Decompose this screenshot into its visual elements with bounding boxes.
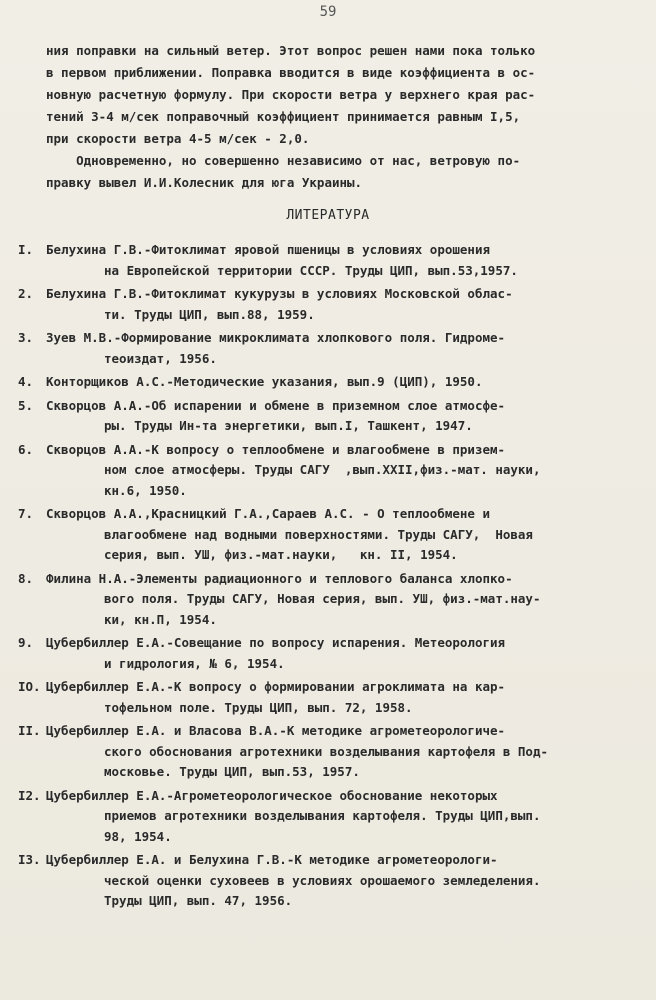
reference-line: ном слое атмосферы. Труды САГУ ,вып.XXII,физ.-мат. науки, bbox=[104, 462, 541, 477]
body-line: новную расчетную формулу. При скорости ветра у верхнего края рас- bbox=[46, 87, 536, 102]
reference-number: I3. bbox=[18, 852, 41, 867]
reference-line: ческой оценки суховеев в условиях орошаемого земледеления. bbox=[104, 872, 541, 888]
reference-number: II. bbox=[18, 723, 41, 738]
reference-line: ры. Труды Ин-та энергетики, вып.I, Ташкент, 1947. bbox=[104, 418, 473, 433]
reference-item bbox=[0, 850, 656, 912]
reference-item bbox=[0, 372, 656, 393]
reference-line: Конторщиков А.С.-Методические указания, вып.9 (ЦИП), 1950. bbox=[46, 374, 483, 389]
reference-list bbox=[0, 240, 656, 915]
body-line: при скорости ветра 4-5 м/сек - 2,0. bbox=[46, 131, 310, 146]
body-line: Одновременно, но совершенно независимо от нас, ветровую по- bbox=[46, 153, 521, 168]
reference-line: Цубербиллер Е.А.-К вопросу о формировании агроклимата на кар- bbox=[46, 679, 506, 694]
reference-item bbox=[0, 569, 656, 631]
reference-line: Зуев М.В.-Формирование микроклимата хлопкового поля. Гидроме- bbox=[46, 330, 506, 345]
reference-number: 4. bbox=[18, 374, 34, 389]
reference-item bbox=[0, 677, 656, 718]
reference-line: вого поля. Труды САГУ, Новая серия, вып. УШ, физ.-мат.нау- bbox=[104, 591, 541, 606]
reference-line: серия, вып. УШ, физ.-мат.науки, кн. II, 1954. bbox=[104, 547, 458, 562]
reference-number: 2. bbox=[18, 286, 34, 301]
reference-line: кн.6, 1950. bbox=[104, 482, 187, 498]
reference-number: IO. bbox=[18, 679, 41, 694]
reference-number: 5. bbox=[18, 397, 34, 413]
body-line: в первом приближении. Поправка вводится в виде коэффициента в ос- bbox=[46, 65, 536, 80]
reference-item bbox=[0, 440, 656, 502]
reference-line: Белухина Г.В.-Фитоклимат кукурузы в условиях Московской облас- bbox=[46, 286, 513, 301]
reference-item bbox=[0, 284, 656, 325]
reference-number: I. bbox=[18, 242, 34, 257]
reference-line: приемов агротехники возделывания картофеля. Труды ЦИП,вып. bbox=[104, 808, 541, 823]
reference-line: Скворцов А.А.-К вопросу о теплообмене и влагообмене в призем- bbox=[46, 441, 506, 457]
body-line: правку вывел И.И.Колесник для юга Украины. bbox=[46, 175, 363, 190]
reference-line: Труды ЦИП, вып. 47, 1956. bbox=[104, 893, 293, 908]
body-line: ния поправки на сильный ветер. Этот вопрос решен нами пока только bbox=[46, 43, 536, 58]
reference-line: влагообмене над водными поверхностями. Труды САГУ, Новая bbox=[104, 526, 533, 542]
reference-item bbox=[0, 633, 656, 674]
reference-line: Цубербиллер Е.А. и Белухина Г.В.-К методике агрометеорологи- bbox=[46, 852, 498, 867]
reference-line: 98, 1954. bbox=[104, 828, 172, 844]
reference-line: Скворцов А.А.,Красницкий Г.А.,Сараев А.С. - О теплообмене и bbox=[46, 506, 491, 521]
reference-item bbox=[0, 328, 656, 369]
reference-line: ского обоснования агротехники возделывания картофеля в Под- bbox=[104, 743, 549, 759]
reference-item bbox=[0, 504, 656, 566]
body-line: тений 3-4 м/сек поправочный коэффициент принимается равным I,5, bbox=[46, 109, 521, 124]
reference-line: Филина Н.А.-Элементы радиационного и теплового баланса хлопко- bbox=[46, 570, 513, 586]
reference-item bbox=[0, 721, 656, 783]
reference-number: 7. bbox=[18, 506, 34, 521]
reference-line: ки, кн.П, 1954. bbox=[104, 611, 217, 627]
reference-line: московье. Труды ЦИП, вып.53, 1957. bbox=[104, 764, 360, 779]
reference-line: Цубербиллер Е.А. и Власова В.А.-К методике агрометеорологиче- bbox=[46, 723, 506, 738]
reference-number: 8. bbox=[18, 570, 34, 586]
reference-line: теоиздат, 1956. bbox=[104, 350, 217, 366]
reference-line: Скворцов А.А.-Об испарении и обмене в приземном слое атмосфе- bbox=[46, 397, 506, 413]
reference-line: и гидрология, № 6, 1954. bbox=[104, 655, 285, 671]
reference-item bbox=[0, 240, 656, 281]
body-text bbox=[46, 40, 626, 194]
reference-number: 6. bbox=[18, 441, 34, 457]
page-number: 59 bbox=[319, 4, 337, 20]
reference-line: тофельном поле. Труды ЦИП, вып. 72, 1958. bbox=[104, 699, 413, 715]
reference-line: Цубербиллер Е.А.-Совещание по вопросу испарения. Метеорология bbox=[46, 635, 506, 650]
reference-number: 9. bbox=[18, 635, 34, 650]
reference-line: Цубербиллер Е.А.-Агрометеорологическое обоснование некоторых bbox=[46, 787, 498, 803]
reference-number: I2. bbox=[18, 787, 41, 803]
reference-item bbox=[0, 786, 656, 848]
reference-number: 3. bbox=[18, 330, 34, 345]
reference-line: Белухина Г.В.-Фитоклимат яровой пшеницы в условиях орошения bbox=[46, 242, 491, 257]
section-heading: ЛИТЕРАТУРА bbox=[286, 208, 370, 223]
reference-line: на Европейской территории СССР. Труды ЦИП, вып.53,1957. bbox=[104, 262, 518, 278]
reference-item bbox=[0, 396, 656, 437]
reference-line: ти. Труды ЦИП, вып.88, 1959. bbox=[104, 306, 315, 322]
